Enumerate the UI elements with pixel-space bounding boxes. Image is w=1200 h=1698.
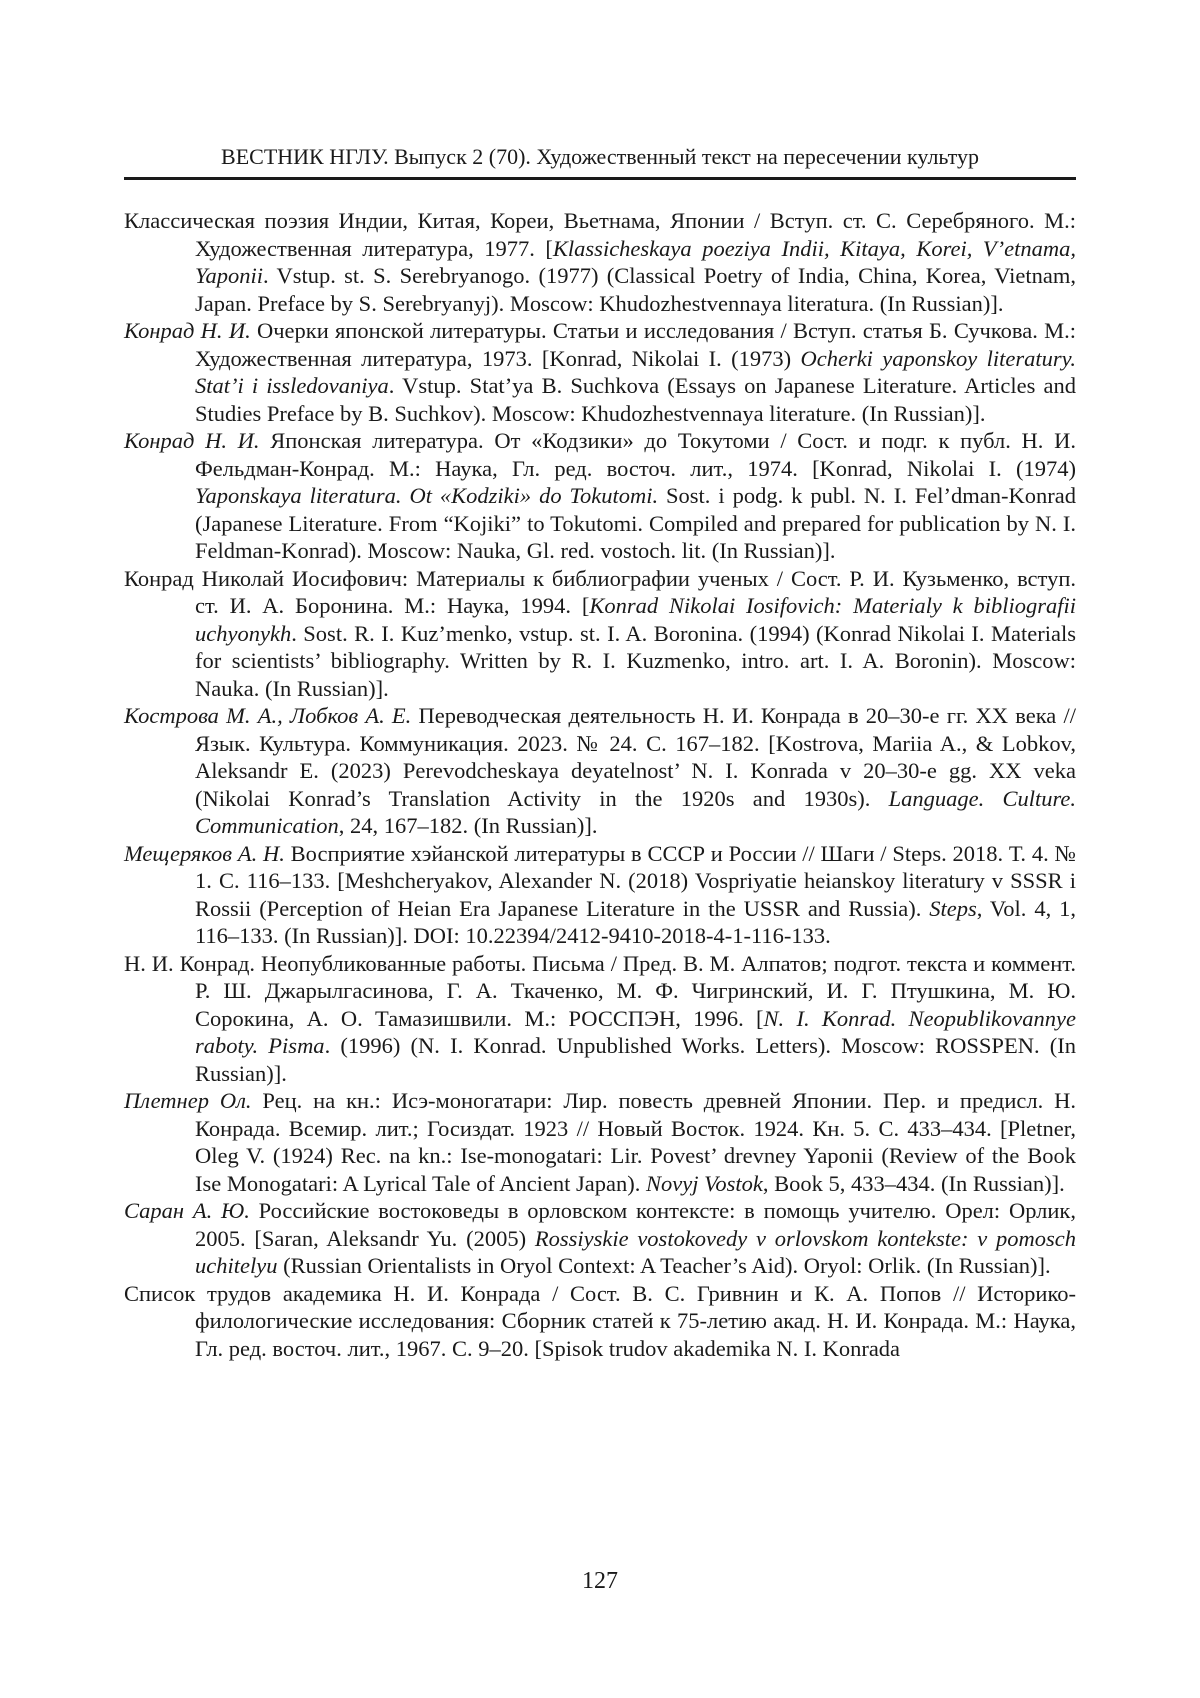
reference-text: Конрад Николай Иосифович: Материалы к библиографии ученых / Сост. Р. И. Кузьменко, вступ. ст. И. А. Боронина. М.: Наука, 1994. [ [124, 565, 1076, 618]
reference-text: Рец. на кн.: Исэ-моногатари: Лир. повесть древней Японии. Пер. и предисл. Н. Конрада. Всемир. лит.; Госиздат. 1923 // Новый Восток. 1924. Кн. 5. С. 433–434. [Pletner, Oleg V. (1924) Rec. na kn.: Ise-monogatari: Lir. Povest’ drevney Yaponii (Review of the Book Ise Monogatari: A Lyrical Tale of Ancient Japan). [195, 1088, 1076, 1196]
header-rule [124, 177, 1076, 180]
reference-title-italic: Klassicheskaya poeziya Indii, Kitaya, Korei, V’etnama, Yaponii [195, 235, 1077, 288]
reference-text: Н. И. Конрад. Неопубликованные работы. Письма / Пред. В. М. Алпатов; подгот. текста и коммент. Р. Ш. Джарылгасинова, Г. А. Ткаченко, М. Ф. Чигринский, И. Г. Птушкина, М. Ю. Сорокина, А. О. Тамазишвили. М.: РОССПЭН, 1996. [ [124, 950, 1076, 1031]
reference-author-italic: Конрад Н. И. [124, 318, 251, 343]
reference-title-italic: N. I. Konrad. Neopublikovannye raboty. Pisma [195, 1005, 1076, 1058]
reference-text: . (1996) (N. I. Konrad. Unpublished Works. Letters). Moscow: ROSSPEN. (In Russian)]. [195, 1033, 1076, 1086]
reference-title-italic: Konrad Nikolai Iosifovich: Materialy k bibliografii uchyonykh [195, 593, 1076, 646]
reference-entry [124, 317, 1076, 427]
reference-text: Очерки японской литературы. Статьи и исследования / Вступ. статья Б. Сучкова. М.: Художественная литература, 1973. [Konrad, Nikolai I. (1973) [195, 318, 1076, 371]
reference-text: Переводческая деятельность Н. И. Конрада в 20–30-е гг. XX века // Язык. Культура. Коммуникация. 2023. № 24. С. 167–182. [Kostrova, Mariia A., & Lobkov, Aleksandr E. (2023) Perevodcheskaya deyatelnost’ N. I. Konrada v 20–30-e gg. XX veka (Nikolai Konrad’s Translation Activity in the 1920s and 1930s). [195, 703, 1076, 811]
reference-text: Российские востоковеды в орловском контексте: в помощь учителю. Орел: Орлик, 2005. [Saran, Aleksandr Yu. (2005) [195, 1198, 1076, 1251]
reference-text: , Book 5, 433–434. (In Russian)]. [762, 1170, 1065, 1196]
reference-entry [124, 565, 1076, 703]
page-number: 127 [582, 1568, 618, 1594]
reference-entry [124, 207, 1076, 317]
reference-author-italic: Плетнер Ол. [124, 1088, 252, 1113]
reference-journal-italic: Steps [929, 895, 977, 921]
reference-title-italic: Yaponskaya literatura. Ot «Kodziki» do Tokutomi. [195, 483, 659, 508]
reference-text: Классическая поэзия Индии, Китая, Кореи, Вьетнама, Японии / Вступ. ст. С. Серебряного. М.: Художественная литература, 1977. [ [124, 208, 1076, 261]
reference-text: (Russian Orientalists in Oryol Context: A Teacher’s Aid). Oryol: Orlik. (In Russian)]. [277, 1253, 1051, 1278]
reference-entry [124, 1087, 1076, 1197]
reference-entry [124, 427, 1076, 565]
reference-text: Восприятие хэйанской литературы в СССР и России // Шаги / Steps. 2018. Т. 4. № 1. С. 116–133. [Meshcheryakov, Alexander N. (2018) Vospriyatie heianskoy literatury v SSSR i Rossii (Perception of Heian Era Japanese Literature in the USSR and Russia). [195, 840, 1076, 921]
reference-text: , Vol. 4, 1, 116–133. (In Russian)]. DOI: 10.22394/2412-9410-2018-4-1-116-133. [195, 895, 1076, 948]
reference-entry [124, 702, 1076, 840]
reference-journal-italic: Novyj Vostok [646, 1170, 763, 1196]
reference-text: . Vstup. Stat’ya B. Suchkova (Essays on Japanese Literature. Articles and Studies Preface by B. Suchkov). Moscow: Khudozhestvennaya literature. (In Russian)]. [195, 373, 1076, 426]
reference-text: . Sost. R. I. Kuz’menko, vstup. st. I. A. Boronina. (1994) (Konrad Nikolai I. Materials for scientists’ bibliography. Written by R. I. Kuzmenko, intro. art. I. A. Boronin). Moscow: Nauka. (In Russian)]. [195, 620, 1076, 701]
reference-title-italic: Ocherki yaponskoy literatury. Stat’i i issledovaniya [195, 345, 1076, 398]
reference-author-italic: Кострова М. А., Лобков А. Е. [124, 703, 412, 728]
reference-text: , 24, 167–182. (In Russian)]. [338, 813, 598, 838]
reference-text: . Vstup. st. S. Serebryanogo. (1977) (Classical Poetry of India, China, Korea, Vietnam, Japan. Preface by S. Serebryanyj). Moscow: Khudozhestvennaya literatura. (In Russian)]. [195, 263, 1076, 316]
reference-entry [124, 840, 1076, 950]
reference-journal-italic: Language. Culture. Communication [195, 785, 1077, 838]
reference-title-italic: Rossiyskie vostokovedy v orlovskom kontekste: v pomosch uchitelyu [195, 1225, 1077, 1278]
reference-author-italic: Конрад Н. И. [124, 428, 260, 453]
reference-text: Список трудов академика Н. И. Конрада / Сост. В. С. Гривнин и К. А. Попов // Историко-филологические исследования: Сборник статей к 75-летию акад. Н. И. Конрада. М.: Наука, Гл. ред. восточ. лит., 1967. С. 9–20. [Spisok trudov akademika N. I. Konrada [124, 1280, 1076, 1361]
reference-entry [124, 1280, 1076, 1363]
reference-text: Sost. i podg. k publ. N. I. Fel’dman-Konrad (Japanese Literature. From “Kojiki” to Tokutomi. Compiled and prepared for publication by N. I. Feldman-Konrad). Moscow: Nauka, Gl. red. vostoch. lit. (In Russian)]. [195, 483, 1076, 563]
reference-text: Японская литература. От «Кодзики» до Токутоми / Сост. и подг. к публ. Н. И. Фельдман-Конрад. М.: Наука, Гл. ред. восточ. лит., 1974. [Konrad, Nikolai I. (1974) [195, 428, 1076, 481]
reference-entry [124, 950, 1076, 1088]
reference-entry [124, 1197, 1076, 1280]
reference-author-italic: Мещеряков А. Н. [124, 840, 285, 866]
reference-list [124, 207, 1076, 1362]
running-header: ВЕСТНИК НГЛУ. Выпуск 2 (70). Художественный текст на пересечении культур [221, 144, 979, 169]
reference-author-italic: Саран А. Ю. [124, 1198, 250, 1223]
